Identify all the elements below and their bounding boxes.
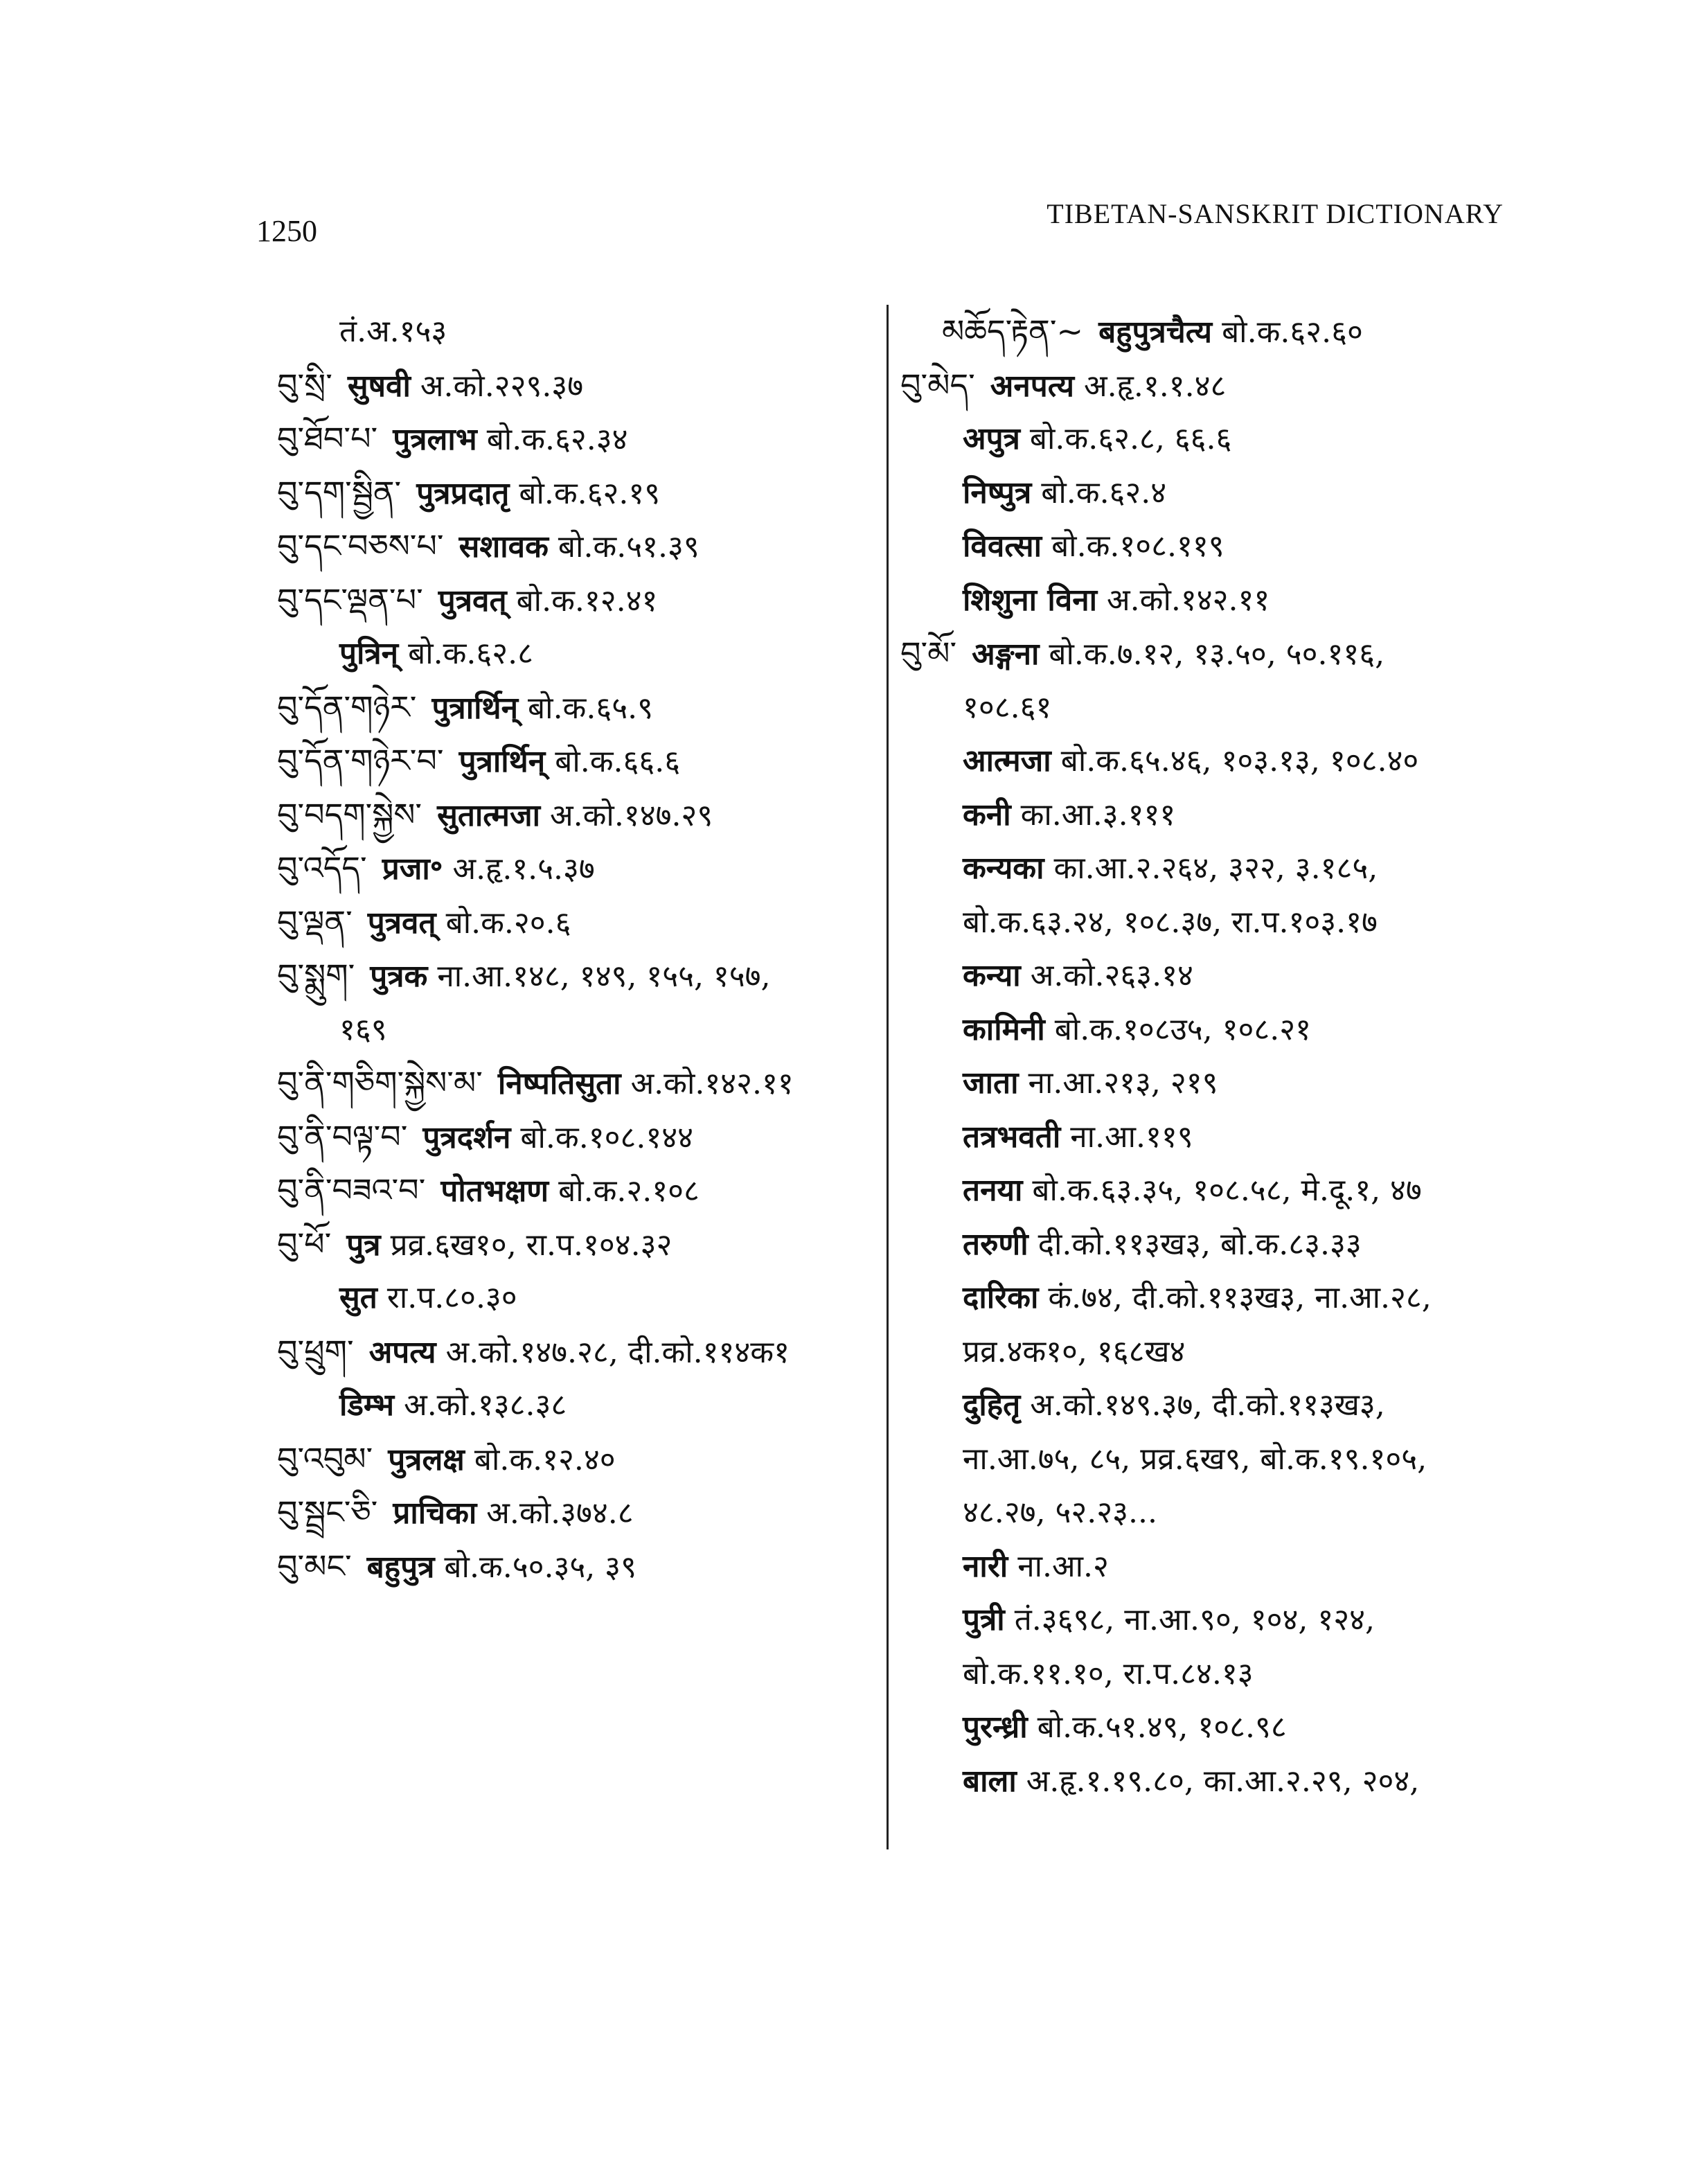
sanskrit-equivalent: पुत्रदर्शन [422,1119,511,1155]
tibetan-headword: མཆོད་རྟེན་~ [942,312,1084,350]
dictionary-entry [277,1540,900,1594]
tibetan-headword: བུ་ལྡན་ [277,903,353,941]
source-reference: बो.क.६३.३५, १०८.५८, मे.दू.१, ४७ [1032,1173,1422,1208]
tibetan-headword: བུ་བདག་སྐྱེས་ [277,795,422,833]
source-reference: बो.क.६२.१९ [519,475,661,511]
sanskrit-equivalent: सुतात्मजा [437,797,541,833]
sanskrit-equivalent: पोतभक्षण [440,1173,549,1209]
source-reference: तं.३६९८, ना.आ.९०, १०४, १२४, [1014,1602,1375,1637]
source-reference: अ.को.१४२.११ [630,1066,794,1101]
dictionary-entry [900,305,1524,359]
dictionary-entry [900,1540,1524,1594]
source-reference: बो.क.१०८.११९ [1051,529,1224,564]
sanskrit-equivalent: तनया [963,1173,1023,1208]
source-reference: अ.को.१४२.११ [1107,582,1270,618]
sanskrit-equivalent: अपुत्र [963,421,1020,456]
dictionary-entry [277,412,900,466]
dictionary-entry [900,574,1524,628]
column-divider [887,305,889,1849]
source-reference: अ.को.१४७.२९ [550,797,713,833]
dictionary-entry [900,466,1524,520]
source-reference: बो.क.१०८उ५, १०८.२१ [1054,1011,1311,1047]
tibetan-headword: བུ་ཕྲུག་ [277,1332,354,1370]
dictionary-entry [277,1110,900,1164]
sanskrit-equivalent: अङ्गना [972,637,1040,672]
dictionary-entry [900,1110,1524,1164]
source-reference: बो.क.६३.२४, १०८.३७, रा.प.१०३.१७ [963,904,1378,940]
source-reference: अ.को.१४९.३७, दी.को.११३ख३, [1030,1387,1385,1423]
dictionary-entry [277,1003,900,1057]
source-reference: बो.क.६२.८ [408,636,534,671]
sanskrit-equivalent: पुत्रवत् [367,905,436,941]
dictionary-entry [900,681,1524,735]
page-number: 1250 [256,214,317,248]
tibetan-headword: བུ་དོན་གཉེར་ [277,688,417,726]
source-reference: अ.हृ.१.१९.८०, का.आ.२.२९, २०४, [1026,1763,1420,1799]
sanskrit-equivalent: पुरन्ध्री [963,1710,1028,1745]
dictionary-entry [900,1647,1524,1701]
sanskrit-equivalent: कन्यका [963,851,1044,886]
tibetan-headword: བུ་ནི་གཅིག་སྐྱེས་མ་ [277,1064,483,1101]
running-head: TIBETAN-SANSKRIT DICTIONARY [1047,198,1504,229]
dictionary-entry [277,949,900,1003]
source-reference: १०८.६१ [963,689,1052,725]
sanskrit-equivalent: नारी [963,1548,1008,1584]
dictionary-entry [900,1056,1524,1110]
dictionary-entry [277,1378,900,1432]
source-reference: बो.क.२.१०८ [558,1173,700,1209]
dictionary-entry [277,734,900,788]
source-reference: तं.अ.१५३ [339,314,447,349]
sanskrit-equivalent: पुत्रलक्ष [388,1441,465,1477]
sanskrit-equivalent: सुषवी [347,368,411,404]
dictionary-entry [277,788,900,842]
sanskrit-equivalent: तत्रभवती [963,1119,1061,1155]
source-reference: ना.आ.२ [1017,1548,1109,1584]
dictionary-entry [277,1164,900,1218]
tibetan-headword: བུ་ཐོབ་པ་ [277,420,378,457]
dictionary-entry [277,681,900,735]
source-reference: अ.हृ.१.५.३७ [452,851,595,887]
sanskrit-equivalent: पुत्रार्थिन् [458,744,546,779]
source-reference: अ.को.२६३.१४ [1030,958,1193,993]
tibetan-headword: བུ་སྦྲང་ཅི་ [277,1493,378,1531]
source-reference: बो.क.७.१२, १३.५०, ५०.११६, [1049,637,1385,672]
dictionary-entry [277,305,900,359]
source-reference: बो.क.१२.४१ [516,583,658,619]
source-reference: बो.क.११.१०, रा.प.८४.१३ [963,1655,1254,1692]
source-reference: बो.क.१०८.१४४ [520,1119,693,1155]
source-reference: बो.क.६२.४ [1041,474,1167,511]
dictionary-entry [277,574,900,628]
sanskrit-equivalent: पुत्र [346,1227,381,1263]
source-reference: अ.हृ.१.१.४८ [1084,368,1227,404]
dictionary-entry [900,1325,1524,1379]
dictionary-entry [900,359,1524,413]
dictionary-entry [277,1325,900,1379]
tibetan-headword: བུ་དོན་གཉེར་བ་ [277,742,444,779]
sanskrit-equivalent: डिम्भ [339,1387,395,1423]
tibetan-headword: བུ་མོ་ [900,634,957,672]
dictionary-entry [277,1486,900,1540]
dictionary-entry [900,1701,1524,1755]
dictionary-entry [900,788,1524,842]
dictionary-entry [277,896,900,950]
source-reference: का.आ.२.२६४, ३२२, ३.१८५, [1053,851,1378,886]
source-reference: ना.आ.२१३, २१९ [1028,1065,1218,1101]
dictionary-entry [900,412,1524,466]
source-reference: १६९ [339,1011,387,1047]
source-reference: अ.को.२२९.३७ [420,368,584,404]
tibetan-headword: བུ་མེད་ [900,366,975,404]
dictionary-entry [900,1486,1524,1540]
source-reference: बो.क.५१.३९ [558,529,700,565]
sanskrit-equivalent: अपत्य [368,1334,436,1370]
dictionary-entry [900,520,1524,574]
source-reference: ना.आ.७५, ८५, प्रव्र.६ख९, बो.क.१९.१०५, [963,1441,1427,1477]
sanskrit-equivalent: आत्मजा [963,743,1051,779]
dictionary-entry [900,1755,1524,1809]
source-reference: अ.को.३७४.८ [486,1495,634,1531]
sanskrit-equivalent: कामिनी [963,1011,1045,1047]
source-reference: बो.क.६२.३४ [486,422,628,457]
source-reference: बो.क.६६.६ [555,744,681,779]
sanskrit-equivalent: कन्या [963,958,1021,993]
sanskrit-equivalent: प्राचिका [393,1495,477,1531]
source-reference: बो.क.५१.४९, १०८.९८ [1037,1710,1287,1745]
tibetan-headword: བུ་སྨུག་ [277,957,355,994]
dictionary-entry [277,1218,900,1272]
source-reference: बो.क.५०.३५, ३९ [444,1549,636,1585]
dictionary-entry [900,949,1524,1003]
sanskrit-equivalent: विवत्सा [963,529,1042,564]
tibetan-headword: བུ་འབུམ་ [277,1439,373,1477]
source-reference: बो.क.६५.४६, १०३.१३, १०८.४० [1060,743,1419,779]
right-column [900,305,1524,1808]
source-reference: ना.आ.१४८, १४९, १५५, १५७, [437,959,771,994]
dictionary-entry [277,359,900,413]
sanskrit-equivalent: दारिका [963,1280,1039,1315]
source-reference: अ.को.१४७.२८, दी.को.११४क१ [445,1334,790,1370]
dictionary-entry [900,1593,1524,1647]
sanskrit-equivalent: पुत्रिन् [339,636,399,671]
sanskrit-equivalent: शिशुना विना [963,582,1098,618]
source-reference: कं.७४, दी.को.११३ख३, ना.आ.२८, [1048,1280,1432,1315]
source-reference: बो.क.२०.६ [445,905,571,941]
sanskrit-equivalent: सशावक [458,529,549,565]
source-reference: ४८.२७, ५२.२३... [963,1495,1157,1530]
dictionary-entry [900,1164,1524,1218]
sanskrit-equivalent: बाला [963,1763,1017,1799]
dictionary-entry [900,896,1524,950]
sanskrit-equivalent: बहुपुत्र [366,1549,435,1585]
dictionary-entry [277,520,900,574]
source-reference: बो.क.६२.६० [1222,314,1363,350]
dictionary-entry [900,1432,1524,1486]
sanskrit-equivalent: बहुपुत्रचैत्य [1098,314,1213,350]
sanskrit-equivalent: पुत्रवत् [438,583,507,619]
tibetan-headword: བུ་ནི་བལྟ་བ་ [277,1117,408,1155]
left-column [277,305,900,1593]
sanskrit-equivalent: पुत्रप्रदातृ [416,475,510,511]
sanskrit-equivalent: प्रजा॰ [382,851,443,887]
source-reference: दी.को.११३ख३, बो.क.८३.३३ [1037,1226,1362,1262]
source-reference: अ.को.१३८.३८ [404,1387,567,1423]
dictionary-entry [900,627,1524,681]
dictionary-entry [277,1056,900,1110]
dictionary-entry [900,1378,1524,1432]
sanskrit-equivalent: पुत्री [963,1602,1005,1637]
tibetan-headword: བུ་མང་ [277,1547,352,1585]
sanskrit-equivalent: दुहितृ [963,1387,1021,1423]
dictionary-entry [277,627,900,681]
source-reference: रा.प.८०.३० [386,1280,517,1315]
source-reference: बो.क.६५.९ [528,690,653,726]
source-reference: ना.आ.११९ [1070,1119,1193,1155]
dictionary-entry [900,734,1524,788]
sanskrit-equivalent: कनी [963,797,1011,833]
sanskrit-equivalent: जाता [963,1065,1019,1101]
source-reference: बो.क.१२.४० [474,1441,616,1477]
sanskrit-equivalent: अनपत्य [990,368,1075,404]
sanskrit-equivalent: निष्पतिसुता [497,1066,621,1101]
dictionary-entry [277,1432,900,1486]
sanskrit-equivalent: निष्पुत्र [963,474,1032,511]
source-reference: बो.क.६२.८, ६६.६ [1029,421,1232,456]
tibetan-headword: བུ་དག་སྦྱིན་ [277,473,402,511]
tibetan-headword: བུ་དང་བཅས་པ་ [277,527,444,565]
dictionary-entry [900,1003,1524,1057]
dictionary-entry [277,466,900,520]
dictionary-entry [277,842,900,896]
tibetan-headword: བུ་འདོད་ [277,849,367,887]
dictionary-entry [277,1271,900,1325]
tibetan-headword: བུ་ནི་བཟའ་བ་ [277,1171,426,1209]
source-reference: प्रव्र.४क१०, १६८ख४ [963,1333,1186,1369]
source-reference: का.आ.३.१११ [1020,797,1176,833]
sanskrit-equivalent: पुत्रलाभ [393,422,477,457]
tibetan-headword: བུ་དང་ལྡན་པ་ [277,580,423,619]
sanskrit-equivalent: सुत [339,1280,377,1315]
dictionary-entry [900,1218,1524,1272]
sanskrit-equivalent: पुत्रक [370,959,428,994]
sanskrit-equivalent: पुत्रार्थिन् [431,690,519,726]
sanskrit-equivalent: तरुणी [963,1226,1028,1262]
tibetan-headword: བུ་ཕོ་ [277,1225,332,1263]
dictionary-entry [900,1271,1524,1325]
source-reference: प्रव्र.६ख१०, रा.प.१०४.३२ [390,1227,673,1263]
dictionary-entry [900,842,1524,896]
tibetan-headword: བུ་སྲི་ [277,366,332,404]
